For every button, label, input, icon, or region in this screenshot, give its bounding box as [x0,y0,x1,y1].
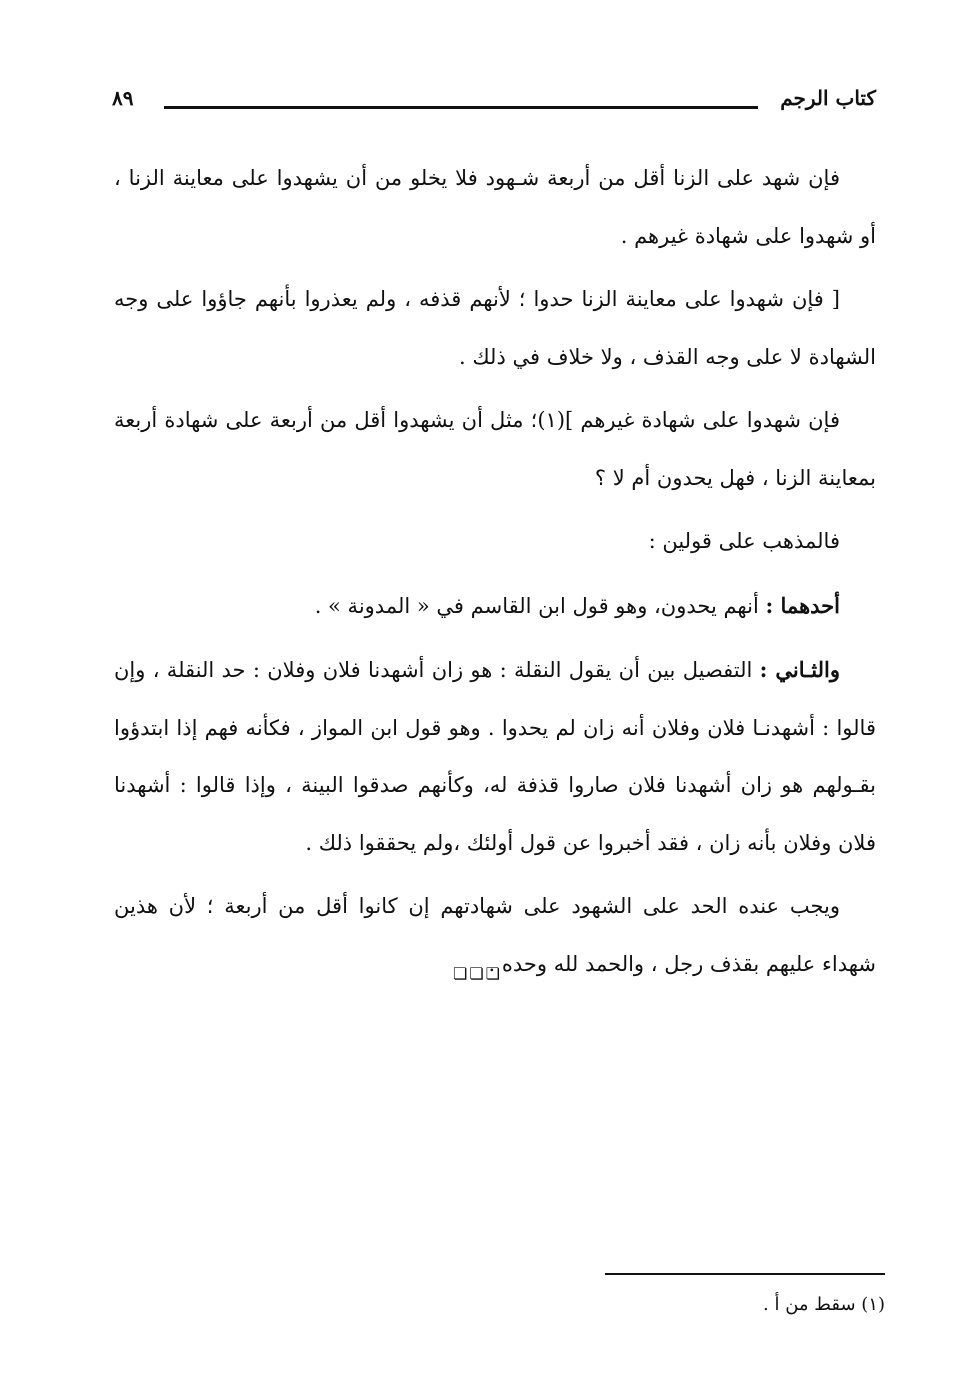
paragraph-1: فإن شهد على الزنا أقل من أربعة شـهود فلا يخلو من أن يشهدوا على معاينة الزنا ، أو شهدوا على شهادة غيرهم . [114,166,876,248]
header-rule [164,106,758,109]
paragraph-6-lead: والثـاني : [759,657,840,682]
footnote-rule [605,1273,885,1275]
body-text [114,150,876,999]
paragraph-7: ويجب عنده الحد على الشهود على شهادتهم إن كانوا أقل من أربعة ؛ لأن هذين شهداء عليهم بقذف رجل ، والحمد لله وحده . [114,894,876,976]
paragraph-5-lead: أحدهما : [765,592,840,618]
paragraph-2: [ فإن شهدوا على معاينة الزنا حدوا ؛ لأنهم قذفه ، ولم يعذروا بأنهم جاؤوا على وجه الشهادة لا على وجه القذف ، ولا خلاف في ذلك . [114,287,876,369]
paragraph-6 [114,641,876,872]
footnote: (١) سقط من أ . [763,1294,885,1315]
running-title: كتاب الرجم [780,86,876,110]
paragraph-6-text: التفصيل بين أن يقول النقلة : هو زان أشهدنا فلان وفلان : حد النقلة ، وإن قالوا : أشهدنـا فلان وفلان أنه زان لم يحدوا . وهو قول ابن المواز ، فكأنه فهم إذا ابتدؤوا بقـولهم هو زان أشهدنا فلان صاروا قذفة له، وكأنهم صدقوا البينة ، وإذا قالوا : أشهدنا فلان وفلان بأنه زان ، فقد أخبروا عن قول أولئك ،ولم يحققوا ذلك . [114,658,876,855]
page-number: ٨٩ [112,86,134,110]
paragraph-4: فالمذهب على قولين : [648,529,840,553]
page-header [112,86,876,126]
paragraph-5-text: أنهم يحدون، وهو قول ابن القاسم في « المدونة » . [314,593,766,618]
section-end-ornament: ❏❏❏ [452,964,503,983]
paragraph-3: فإن شهدوا على شهادة غيرهم ](١)؛ مثل أن يشهدوا أقل من أربعة على شهادة أربعة بمعاينة الزنا ، فهل يحدون أم لا ؟ [114,408,876,490]
paragraph-5 [114,577,876,636]
